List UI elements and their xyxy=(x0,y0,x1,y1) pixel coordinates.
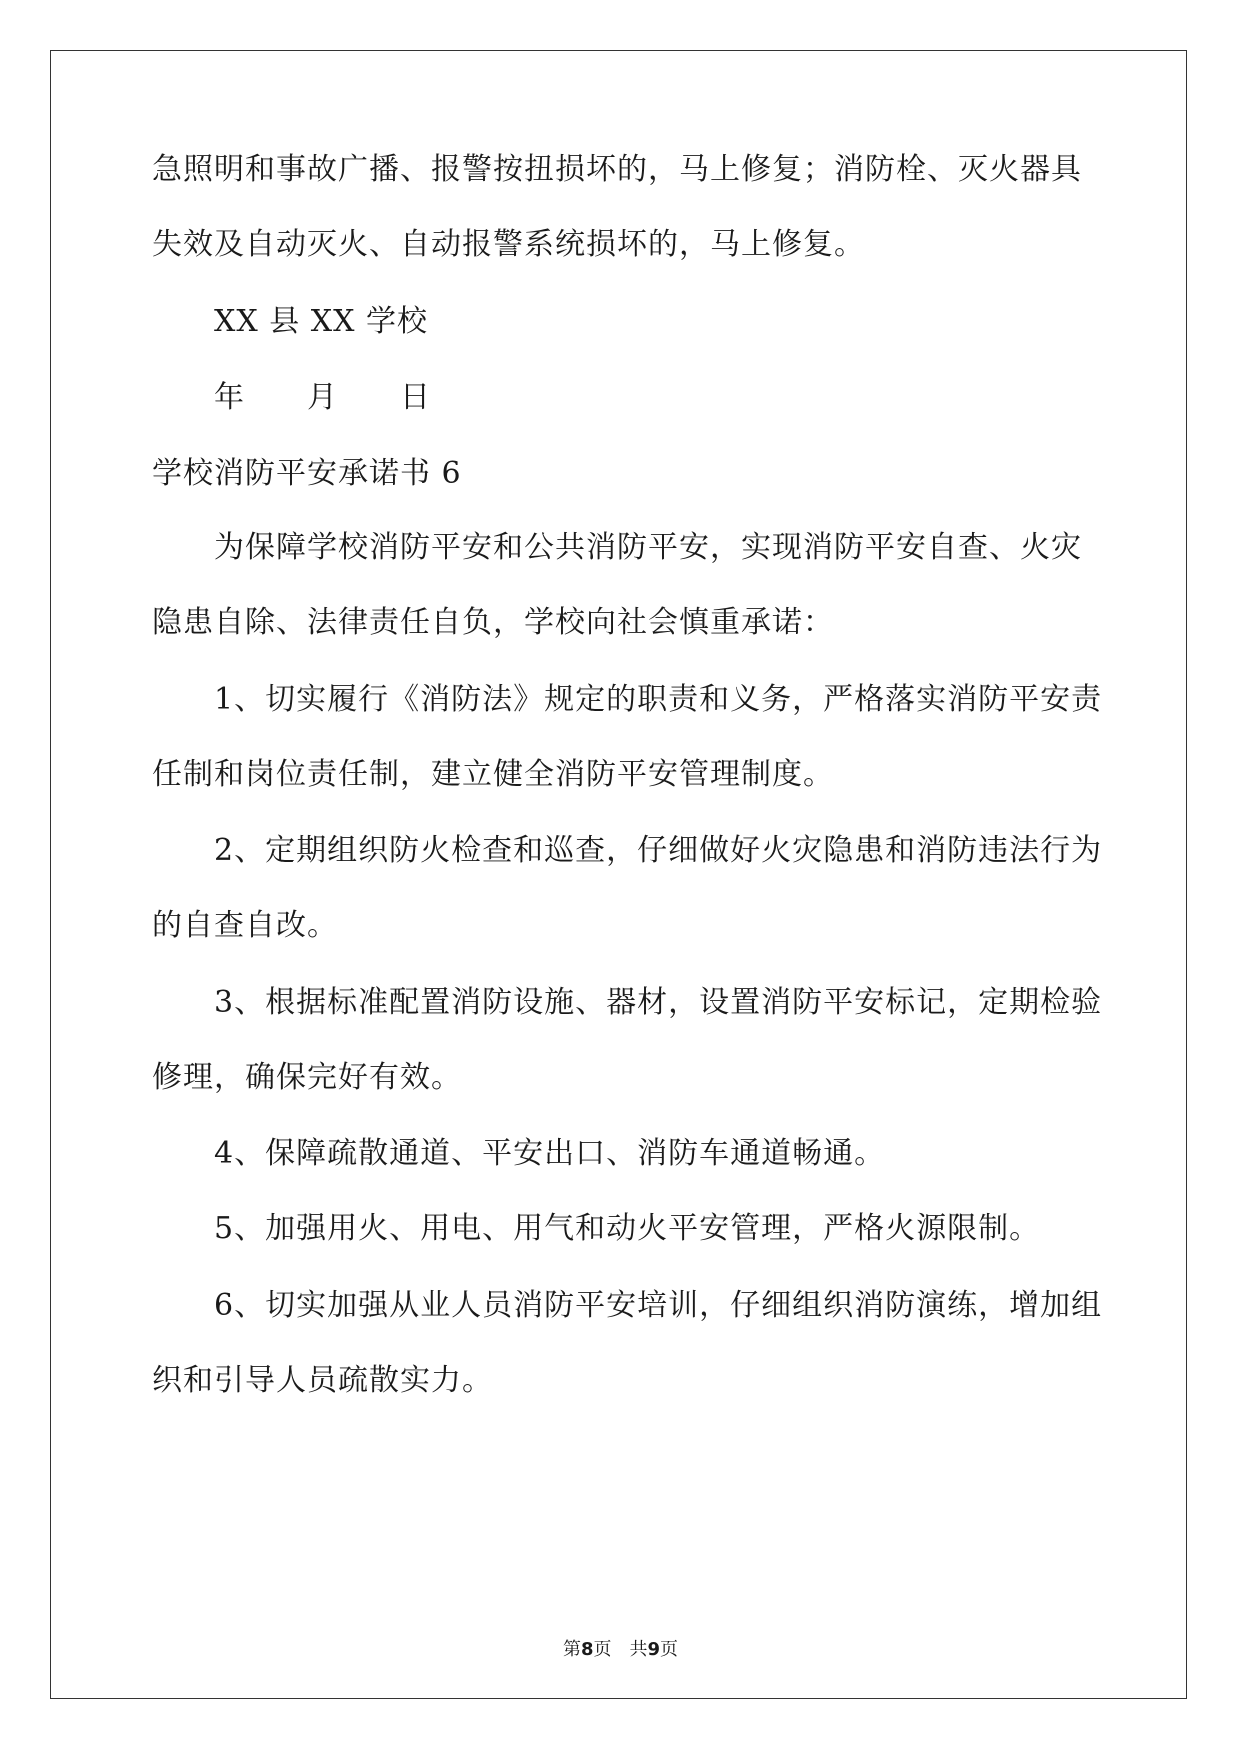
list-item: 6、切实加强从业人员消防平安培训，仔细组织消防演练，增加组 xyxy=(214,1288,1103,1323)
text-line: 为保障学校消防平安和公共消防平安，实现消防平安自查、火灾 xyxy=(214,530,1082,565)
text-line: 织和引导人员疏散实力。 xyxy=(152,1363,493,1398)
text-line: 的自查自改。 xyxy=(152,908,338,943)
list-item: 5、加强用火、用电、用气和动火平安管理，严格火源限制。 xyxy=(214,1211,1041,1246)
date-line: 年 月 日 xyxy=(214,380,431,415)
school-signature: XX 县 XX 学校 xyxy=(214,304,429,339)
list-item: 3、根据标准配置消防设施、器材，设置消防平安标记，定期检验 xyxy=(214,985,1103,1020)
footer-prefix: 第 xyxy=(562,1639,581,1660)
text-line: 失效及自动灭火、自动报警系统损坏的，马上修复。 xyxy=(152,227,865,262)
section-title: 学校消防平安承诺书 6 xyxy=(152,456,462,491)
footer-total-suffix: 页 xyxy=(660,1639,679,1660)
current-page-number: 8 xyxy=(580,1639,594,1660)
list-item: 1、切实履行《消防法》规定的职责和义务，严格落实消防平安责 xyxy=(214,682,1103,717)
text-line: 修理，确保完好有效。 xyxy=(152,1060,462,1095)
list-item: 4、保障疏散通道、平安出口、消防车通道畅通。 xyxy=(214,1136,886,1171)
text-line: 急照明和事故广播、报警按扭损坏的，马上修复；消防栓、灭火器具 xyxy=(152,152,1082,187)
page-footer xyxy=(0,1638,1241,1662)
text-line: 任制和岗位责任制，建立健全消防平安管理制度。 xyxy=(152,757,834,792)
footer-total-prefix: 共 xyxy=(629,1639,648,1660)
text-line: 隐患自除、法律责任自负，学校向社会慎重承诺： xyxy=(152,605,834,640)
footer-page-suffix: 页 xyxy=(593,1639,612,1660)
total-page-number: 9 xyxy=(647,1639,661,1660)
page-border xyxy=(50,50,1187,1699)
list-item: 2、定期组织防火检查和巡查，仔细做好火灾隐患和消防违法行为 xyxy=(214,833,1103,868)
